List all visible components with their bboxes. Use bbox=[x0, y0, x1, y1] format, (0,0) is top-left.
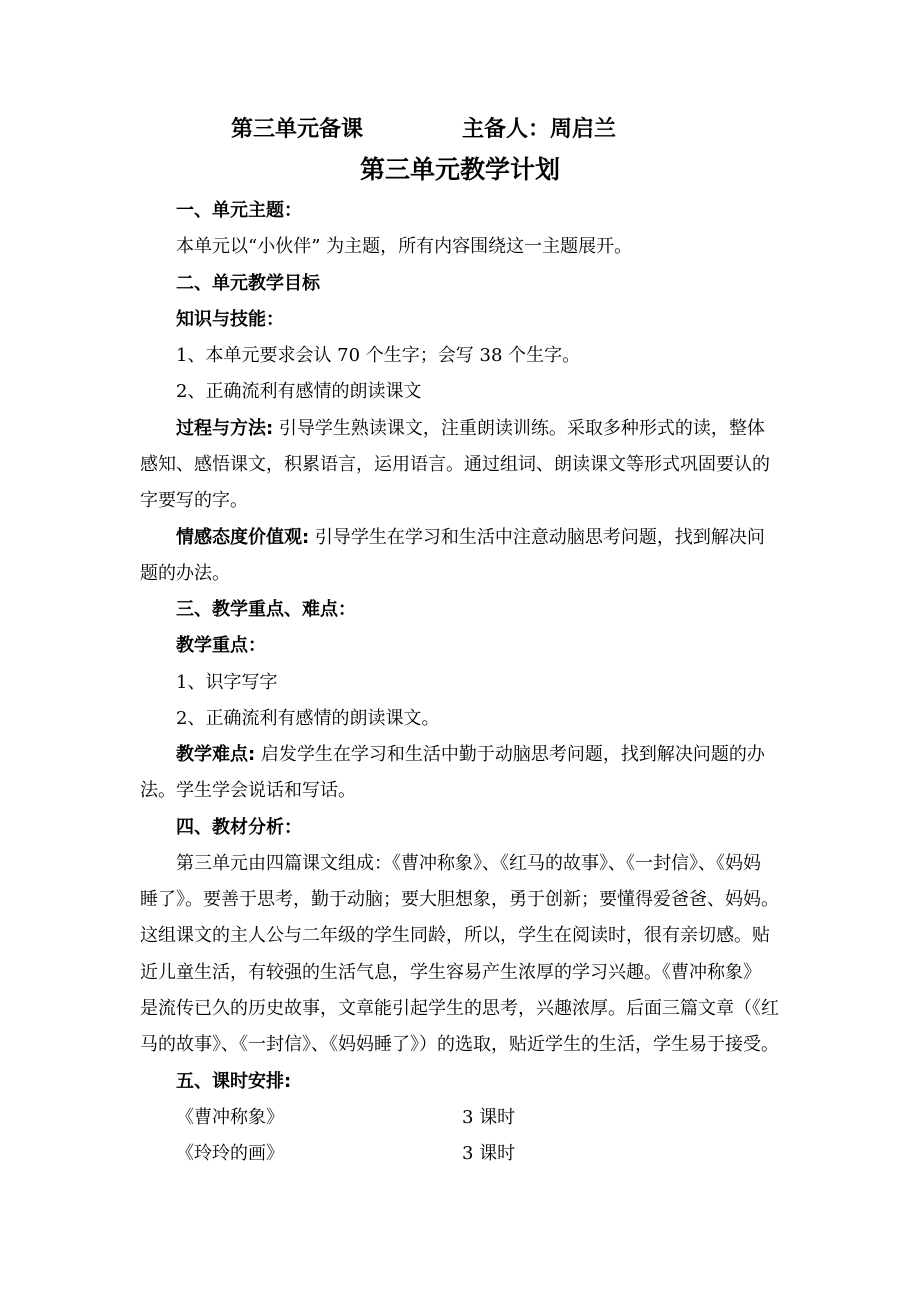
process-label: 过程与方法: bbox=[176, 418, 274, 439]
focus-item: 1、识字写字 bbox=[176, 672, 278, 693]
process-paragraph-line bbox=[176, 417, 765, 441]
process-paragraph-line: 字要写的字。 bbox=[140, 490, 248, 511]
schedule-lesson: 《曹冲称象》 bbox=[176, 1107, 284, 1128]
page-title: 第三单元教学计划 bbox=[359, 155, 560, 184]
emotion-paragraph-line: 题的办法。 bbox=[140, 563, 230, 584]
difficulty-text: 启发学生在学习和生活中勤于动脑思考问题，找到解决问题的办 bbox=[255, 744, 765, 765]
knowledge-heading: 知识与技能： bbox=[176, 309, 284, 330]
emotion-text: 引导学生在学习和生活中注意动脑思考问题，找到解决问 bbox=[309, 527, 765, 548]
analysis-line: 是流传已久的历史故事，文章能引起学生的思考，兴趣浓厚。后面三篇文章（《红 bbox=[140, 998, 779, 1019]
key-points-heading: 三、教学重点、难点： bbox=[176, 599, 356, 620]
theme-heading: 一、单元主题： bbox=[176, 200, 302, 221]
analysis-line: 马的故事》、《一封信》、《妈妈睡了》）的选取，贴近学生的生活，学生易于接受。 bbox=[140, 1034, 779, 1055]
process-paragraph-line: 感知、感悟课文，积累语言，运用语言。通过组词、朗读课文等形式巩固要认的 bbox=[140, 454, 770, 475]
analysis-line: 睡了》。要善于思考，勤于动脑；要大胆想象，勇于创新；要懂得爱爸爸、妈妈。 bbox=[140, 889, 779, 910]
analysis-line: 这组课文的主人公与二年级的学生同龄，所以，学生在阅读时，很有亲切感。贴 bbox=[140, 925, 770, 946]
process-text: 引导学生熟读课文，注重朗读训练。采取多种形式的读，整体 bbox=[273, 418, 765, 439]
analysis-line: 第三单元由四篇课文组成：《曹冲称象》、《红马的故事》、《一封信》、《妈妈 bbox=[176, 853, 761, 874]
theme-text: 本单元以“小伙伴” 为主题，所有内容围绕这一主题展开。 bbox=[176, 236, 633, 257]
preparer-label: 主备人：周启兰 bbox=[462, 117, 617, 142]
schedule-hours: 3 课时 bbox=[462, 1107, 516, 1128]
focus-heading: 教学重点： bbox=[176, 635, 266, 656]
focus-item: 2、正确流利有感情的朗读课文。 bbox=[176, 708, 440, 729]
difficulty-paragraph-line: 法。学生学会说话和写话。 bbox=[140, 780, 356, 801]
knowledge-item: 2、正确流利有感情的朗读课文 bbox=[176, 381, 422, 402]
schedule-heading: 五、课时安排: bbox=[176, 1071, 292, 1092]
difficulty-paragraph-line bbox=[176, 743, 765, 767]
goals-heading: 二、单元教学目标 bbox=[176, 273, 320, 294]
knowledge-item: 1、本单元要求会认 70 个生字；会写 38 个生字。 bbox=[176, 345, 581, 366]
unit-prep-label: 第三单元备课 bbox=[231, 117, 364, 142]
schedule-hours: 3 课时 bbox=[462, 1143, 516, 1164]
schedule-lesson: 《玲玲的画》 bbox=[176, 1143, 284, 1164]
analysis-line: 近儿童生活，有较强的生活气息，学生容易产生浓厚的学习兴趣。《曹冲称象》 bbox=[140, 962, 761, 983]
difficulty-label: 教学难点: bbox=[176, 744, 256, 765]
emotion-paragraph-line bbox=[176, 526, 765, 550]
analysis-heading: 四、教材分析： bbox=[176, 817, 302, 838]
emotion-label: 情感态度价值观: bbox=[176, 527, 310, 548]
